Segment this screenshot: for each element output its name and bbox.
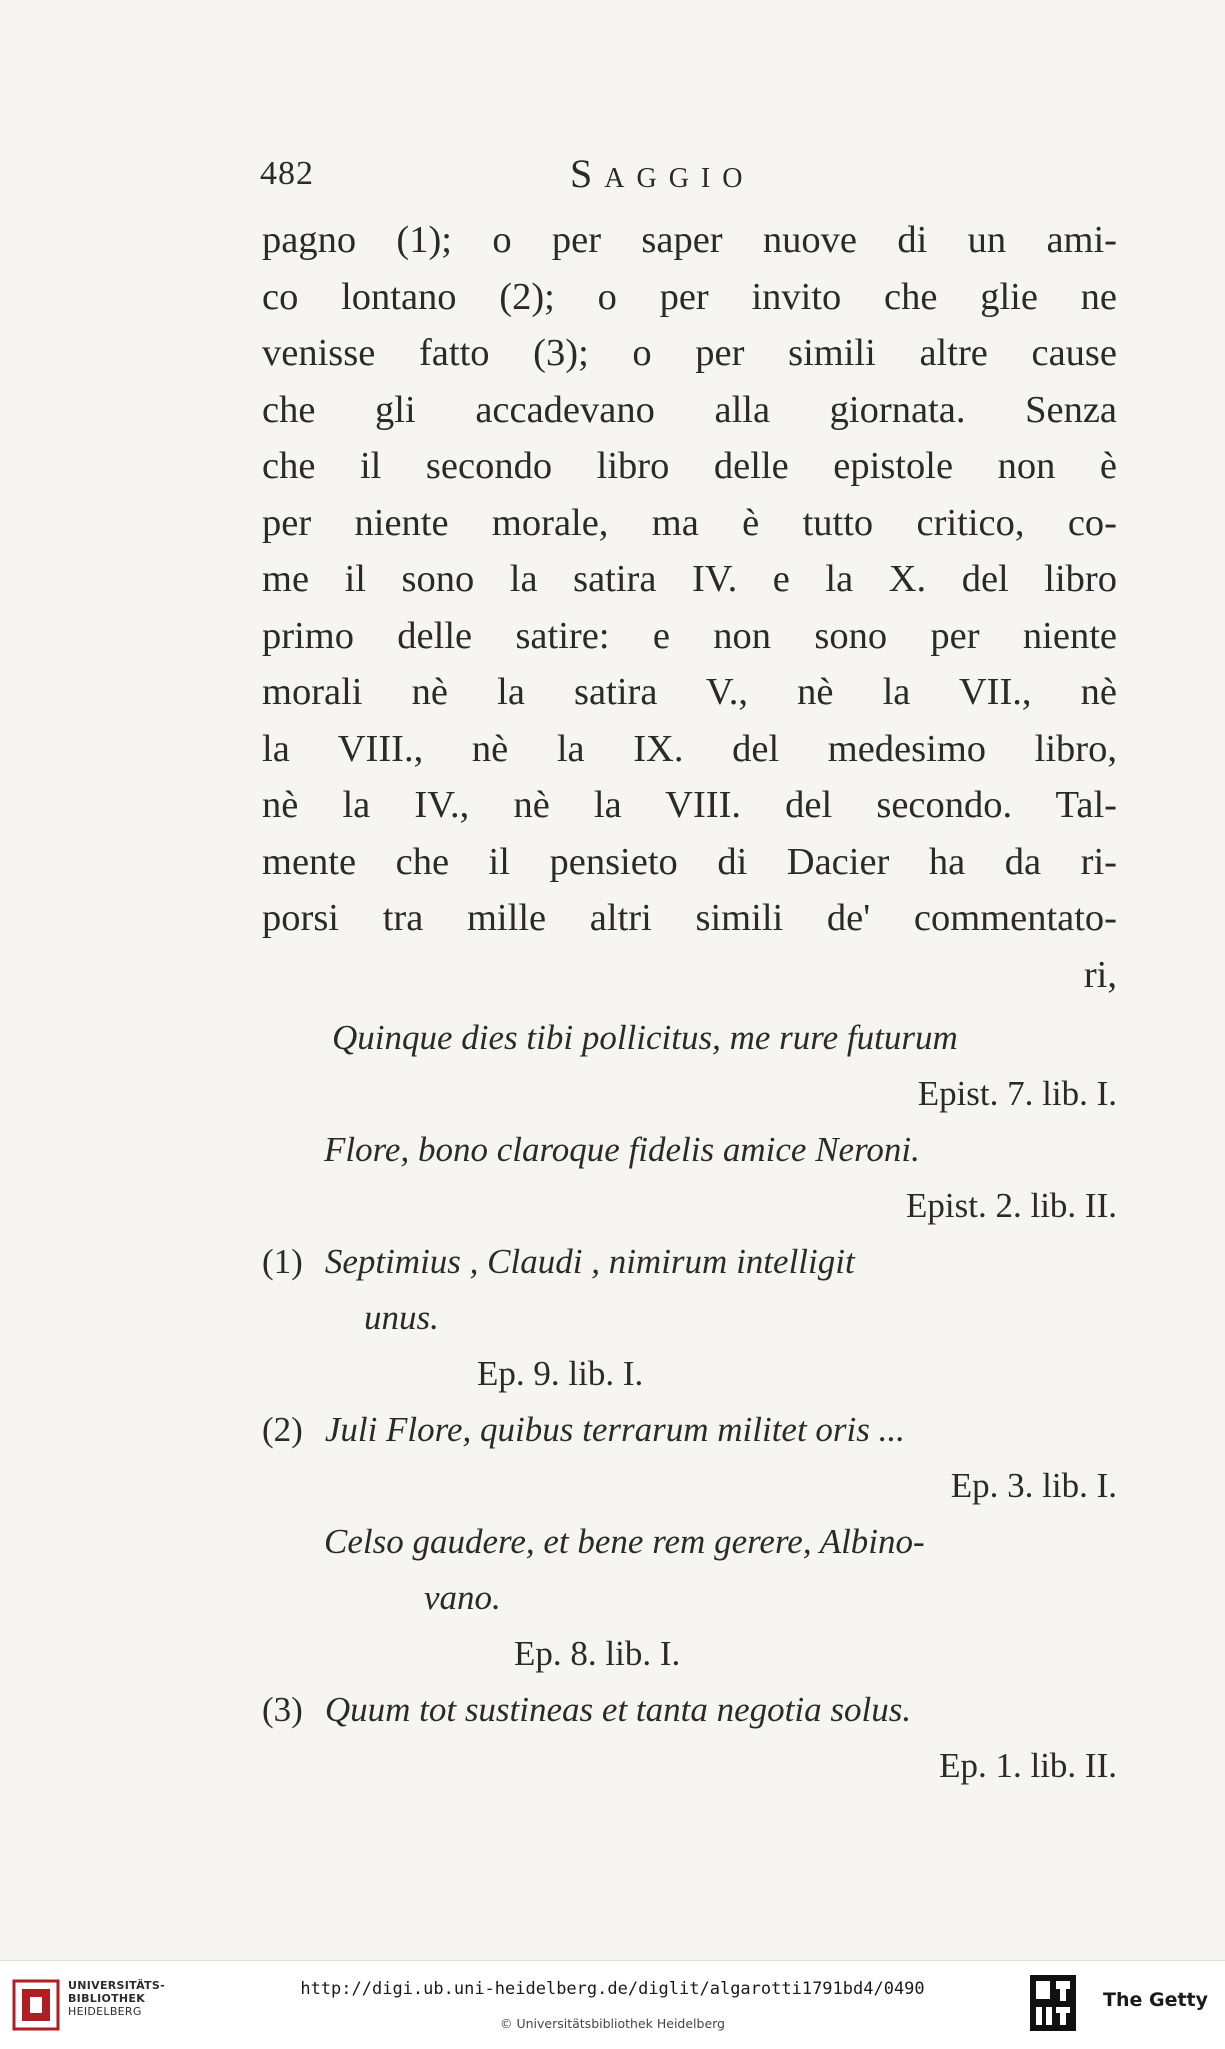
footnote-text: Juli Flore, quibus terrarum militet oris ... <box>324 1410 905 1449</box>
footnote-text: Quum tot sustineas et tanta negotia solus. <box>324 1690 912 1729</box>
body-line: nè la IV., nè la VIII. del secondo. Tal- <box>262 784 1117 826</box>
footnotes <box>262 1010 1117 1794</box>
footnote-reference: Ep. 1. lib. II. <box>939 1746 1117 1785</box>
footnote-marker: (3) <box>262 1690 303 1729</box>
body-line-last: ri, <box>1083 953 1117 996</box>
body-line: morali nè la satira V., nè la VII., nè <box>262 671 1117 713</box>
footnote-marker: (1) <box>262 1242 303 1281</box>
page-number: 482 <box>260 155 314 192</box>
body-line: me il sono la satira IV. e la X. del libro <box>262 558 1117 600</box>
footnote-reference: Ep. 9. lib. I. <box>477 1354 644 1393</box>
body-line: co lontano (2); o per invito che glie ne <box>262 275 1117 318</box>
body-line: che il secondo libro delle epistole non è <box>262 445 1117 487</box>
running-title: Saggio <box>570 151 755 196</box>
copyright-notice: © Universitätsbibliothek Heidelberg <box>499 2016 725 2031</box>
getty-logo-icon <box>1030 1975 1076 2031</box>
permalink-url[interactable]: http://digi.ub.uni-heidelberg.de/diglit/algarotti1791bd4/0490 <box>300 1979 925 1999</box>
footnote-continuation: unus. <box>364 1298 439 1337</box>
body-line: porsi tra mille altri simili de' commentato- <box>262 897 1117 939</box>
body-line: che gli accadevano alla giornata. Senza <box>262 388 1117 431</box>
body-line: per niente morale, ma è tutto critico, co- <box>262 501 1117 544</box>
footnote-reference: Ep. 8. lib. I. <box>514 1634 681 1673</box>
library-name: UNIVERSITÄTS- BIBLIOTHEK HEIDELBERG <box>68 1979 165 2018</box>
body-line: primo delle satire: e non sono per niente <box>262 614 1117 657</box>
footnote-text: Celso gaudere, et bene rem gerere, Albino- <box>324 1522 925 1561</box>
body-text <box>262 212 1117 1003</box>
body-line: mente che il pensieto di Dacier ha da ri- <box>262 840 1117 883</box>
footnote-reference: Ep. 3. lib. I. <box>950 1466 1117 1505</box>
body-line: venisse fatto (3); o per simili altre cause <box>262 332 1117 374</box>
footnote-1 <box>262 1234 1117 1290</box>
body-line: la VIII., nè la IX. del medesimo libro, <box>262 727 1117 770</box>
getty-label: The Getty <box>1103 1989 1209 2011</box>
footnote-marker: (2) <box>262 1410 303 1449</box>
quote-reference: Epist. 7. lib. I. <box>917 1074 1117 1113</box>
body-line: pagno (1); o per saper nuove di un ami- <box>262 219 1117 261</box>
quote-line: Flore, bono claroque fidelis amice Neroni. <box>324 1130 920 1169</box>
quote-line: Quinque dies tibi pollicitus, me rure futurum <box>332 1018 958 1057</box>
footnote-2 <box>262 1402 1117 1458</box>
footnote-3 <box>262 1682 1117 1738</box>
quote-reference: Epist. 2. lib. II. <box>906 1186 1117 1225</box>
footnote-text: Septimius , Claudi , nimirum intelligit <box>324 1242 855 1281</box>
viewer-footer <box>0 1960 1225 2049</box>
footnote-continuation: vano. <box>424 1578 501 1617</box>
